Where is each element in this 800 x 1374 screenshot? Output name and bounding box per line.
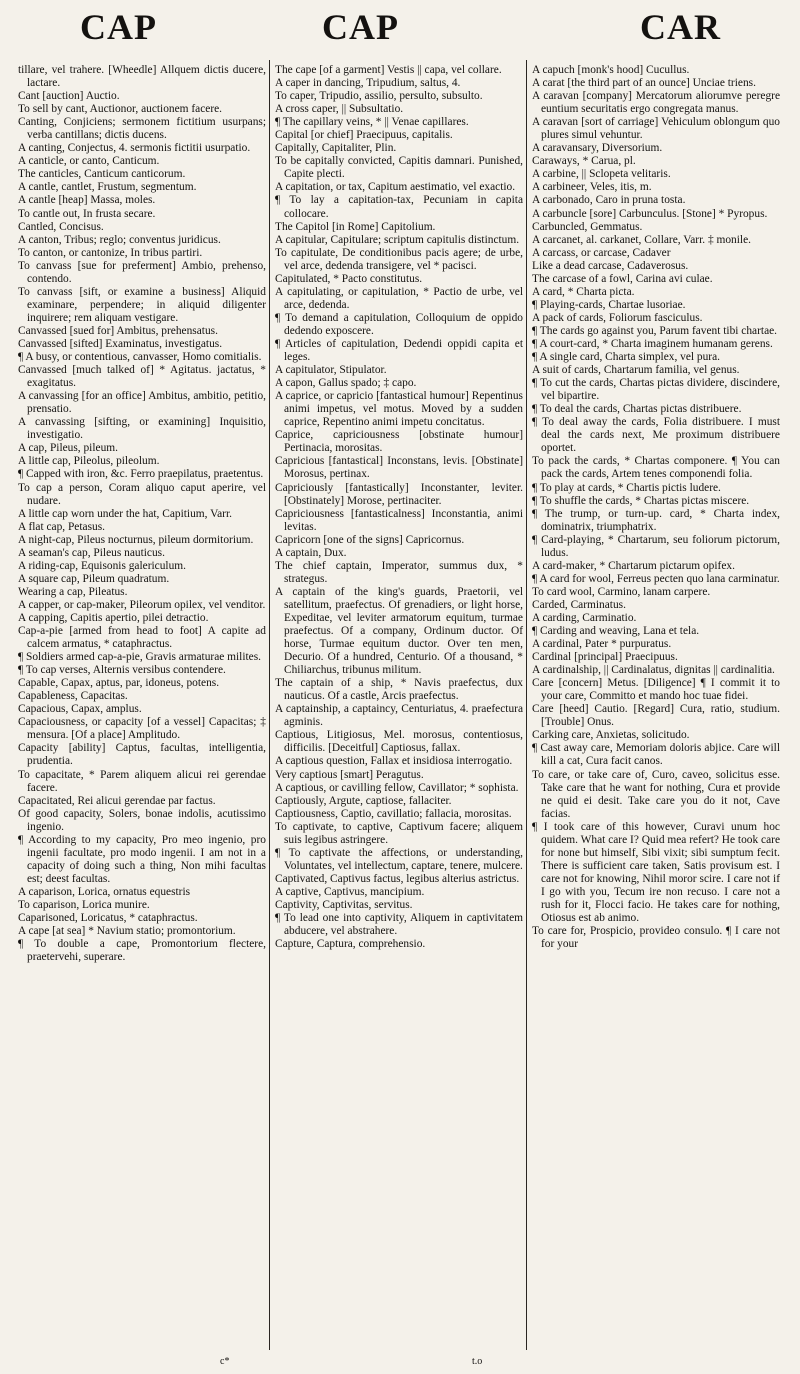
dictionary-entry: A caprice, or capricio [fantastical humour] Repentinus animi impetus, vel motus. Moved by a sudden caprice, Repentino animi impetu concitatus. <box>275 390 523 429</box>
dictionary-entry: ¶ A card for wool, Ferreus pecten quo lana carminatur. <box>532 572 780 585</box>
dictionary-entry: A captain of the king's guards, Praetorii, vel satellitum, praefectus. Of grenadiers, or light horse, Expeditae, vel leviter armatorum equitum, turmae praefectus. Of a company, Ordinum ductor. Of horse, Turmae equitum ductor. Over ten men, Decurio. Of a hundred, Centurio. Of a thousand, * Chiliarchus, tribunus militum. <box>275 585 523 677</box>
dictionary-entry: A captive, Captivus, mancipium. <box>275 885 425 898</box>
dictionary-entry: Cardinal [principal] Praecipuus. <box>532 651 678 664</box>
dictionary-entry: A carding, Carminatio. <box>532 611 637 624</box>
dictionary-entry: A canton, Tribus; reglo; conventus juridicus. <box>18 233 221 246</box>
dictionary-entry: To capitulate, De conditionibus pacis agere; de urbe, vel arce, dedenda transigere, vel * pacisci. <box>275 246 523 272</box>
dictionary-entry: ¶ I took care of this however, Curavi unum hoc quidem. What care I? Quid mea refert? He took care for none but himself, Sibi vixit; sibi sumptum fecit. There is sufficient care taken, Satis provisum est. I care not for knowing, Nihil moror scire. I care not if I go with you, Tecum ire non recuso. I care not a rush for it, Flocci facio. He takes care for nothing, Otiosus est ab animo. <box>532 820 780 925</box>
dictionary-entry: A cardinal, Pater * purpuratus. <box>532 638 672 651</box>
dictionary-entry: Cantled, Concisus. <box>18 220 104 233</box>
dictionary-entry: Caraways, * Carua, pl. <box>532 155 636 168</box>
dictionary-entry: A carbonado, Caro in pruna tosta. <box>532 194 686 207</box>
dictionary-entry: A captious question, Fallax et insidiosa interrogatio. <box>275 755 513 768</box>
dictionary-entry: To captivate, to captive, Captivum facere; aliquem suis legibus astringere. <box>275 820 523 846</box>
dictionary-entry: To care, or take care of, Curo, caveo, solicitus esse. Take care that he want for nothing, Cura et provide ne quid ei desit. Take care you do it not, Cave facias. <box>532 768 780 820</box>
dictionary-entry: A captious, or cavilling fellow, Cavillator; * sophista. <box>275 781 519 794</box>
dictionary-entry: The carcase of a fowl, Carina avi culae. <box>532 272 713 285</box>
dictionary-entry: A card-maker, * Chartarum pictarum opifex. <box>532 559 735 572</box>
dictionary-entry: Care [concern] Metus. [Diligence] ¶ I commit it to your care, Committo et mando hoc tuae fidei. <box>532 677 780 703</box>
dictionary-entry: A capitulating, or capitulation, * Pactio de urbe, vel arce, dedenda. <box>275 285 523 311</box>
header-guideword-center: CAP <box>322 7 399 47</box>
dictionary-entry: A capon, Gallus spado; ‡ capo. <box>275 377 417 390</box>
signature-mark: c* <box>220 1356 230 1367</box>
dictionary-entry: A caravan [company] Mercatorum aliorumve peregre euntium securitatis ergo congregata manus. <box>532 90 780 116</box>
dictionary-entry: ¶ Cast away care, Memoriam doloris abjice. Care will kill a cat, Cura facit canos. <box>532 742 780 768</box>
column-divider <box>269 60 270 1350</box>
dictionary-entry: A carbine, || Sclopeta velitaris. <box>532 168 671 181</box>
dictionary-entry: To card wool, Carmino, lanam carpere. <box>532 585 711 598</box>
dictionary-entry: ¶ To deal the cards, Chartas pictas distribuere. <box>532 403 742 416</box>
dictionary-entry: ¶ To double a cape, Promontorium flectere, praetervehi, superare. <box>18 938 266 964</box>
dictionary-entry: A flat cap, Petasus. <box>18 520 105 533</box>
dictionary-entry: ¶ To cut the cards, Chartas pictas dividere, discindere, vel bipartire. <box>532 377 780 403</box>
dictionary-entry: To caparison, Lorica munire. <box>18 899 150 911</box>
dictionary-entry: To sell by cant, Auctionor, auctionem facere. <box>18 103 223 116</box>
header-guideword-left: CAP <box>80 7 157 47</box>
dictionary-entry: ¶ Soldiers armed cap-a-pie, Gravis armaturae milites. <box>18 651 262 664</box>
dictionary-entry: ¶ To captivate the affections, or understanding, Voluntates, vel intellectum, captare, tenere, mulcere. <box>275 846 523 872</box>
dictionary-entry: Capriciously [fantastically] Inconstanter, leviter. [Obstinately] Morose, pertinaciter. <box>275 481 523 507</box>
dictionary-entry: A little cap worn under the hat, Capitium, Varr. <box>18 507 232 520</box>
dictionary-entry: A cape [at sea] * Navium statio; promontorium. <box>18 925 236 938</box>
dictionary-entry: A card, * Charta picta. <box>532 285 635 298</box>
dictionary-entry: A carcass, or carcase, Cadaver <box>532 246 671 259</box>
dictionary-entry: ¶ According to my capacity, Pro meo ingenio, pro ingenii facultate, pro modo ingenii. I am not in a capacity of doing such a thing, Non mihi facultas est; deest facultas. <box>18 833 266 885</box>
dictionary-entry: A caravan [sort of carriage] Vehiculum oblongum quo plures simul vehuntur. <box>532 116 780 142</box>
dictionary-entry: To cantle out, In frusta secare. <box>18 207 156 220</box>
dictionary-entry: A pack of cards, Foliorum fasciculus. <box>532 311 703 324</box>
dictionary-entry: ¶ To lay a capitation-tax, Pecuniam in capita collocare. <box>275 194 523 220</box>
dictionary-entry: Captivity, Captivitas, servitus. <box>275 899 413 911</box>
dictionary-entry: Care [heed] Cautio. [Regard] Cura, ratio, studium. [Trouble] Onus. <box>532 703 780 729</box>
dictionary-entry: ¶ To demand a capitulation, Colloquium de oppido dedendo exposcere. <box>275 311 523 337</box>
dictionary-entry: The cape [of a garment] Vestis || capa, vel collare. <box>275 64 502 76</box>
dictionary-entry: A caper in dancing, Tripudium, saltus, 4. <box>275 77 461 90</box>
dictionary-entry: A carbuncle [sore] Carbunculus. [Stone] * Pyropus. <box>532 207 768 220</box>
dictionary-entry: ¶ Carding and weaving, Lana et tela. <box>532 625 700 638</box>
dictionary-entry: ¶ A single card, Charta simplex, vel pura. <box>532 351 721 364</box>
header-guideword-right: CAR <box>640 7 721 47</box>
dictionary-entry: A capitation, or tax, Capitum aestimatio, vel exactio. <box>275 181 516 194</box>
dictionary-entry: To be capitally convicted, Capitis damnari. Punished, Capite plecti. <box>275 155 523 181</box>
dictionary-entry: To pack the cards, * Chartas componere. ¶ You can pack the cards, Artem tenes componendi folia. <box>532 455 780 481</box>
dictionary-entry: Canting, Conjiciens; sermonem fictitium usurpans; verba cantillans; dictis ducens. <box>18 116 266 142</box>
dictionary-entry: ¶ To cap verses, Alternis versibus contendere. <box>18 664 226 677</box>
dictionary-entry: Very captious [smart] Peragutus. <box>275 768 424 781</box>
dictionary-entry: Caparisoned, Loricatus, * cataphractus. <box>18 912 198 925</box>
dictionary-entry: Captiously, Argute, captiose, fallaciter. <box>275 794 452 807</box>
dictionary-entry: A carbineer, Veles, itis, m. <box>532 181 652 194</box>
column-divider <box>526 60 527 1350</box>
dictionary-entry: ¶ To shuffle the cards, * Chartas pictas miscere. <box>532 494 750 507</box>
page-header <box>0 6 800 52</box>
dictionary-entry: To care for, Prospicio, provideo consulo. ¶ I care not for your <box>532 925 780 951</box>
dictionary-entry: To capacitate, * Parem aliquem alicui rei gerendae facere. <box>18 768 266 794</box>
dictionary-column-3 <box>532 64 780 951</box>
dictionary-entry: ¶ To lead one into captivity, Aliquem in captivitatem abducere, vel abstrahere. <box>275 912 523 938</box>
dictionary-entry: tillare, vel trahere. [Wheedle] Allquem dictis ducere, lactare. <box>18 64 266 90</box>
dictionary-entry: A canticle, or canto, Canticum. <box>18 155 160 168</box>
dictionary-entry: ¶ Capped with iron, &c. Ferro praepilatus, praetentus. <box>18 468 264 481</box>
dictionary-entry: A canvassing [sifting, or examining] Inquisitio, investigatio. <box>18 416 266 442</box>
dictionary-entry: Capital [or chief] Praecipuus, capitalis. <box>275 129 453 142</box>
dictionary-entry: Wearing a cap, Pileatus. <box>18 585 128 598</box>
dictionary-entry: Capricorn [one of the signs] Capricornus. <box>275 533 465 546</box>
dictionary-entry: To cap a person, Coram aliquo caput aperire, vel nudare. <box>18 481 266 507</box>
dictionary-column-1 <box>18 64 266 964</box>
dictionary-entry: Capriciousness [fantasticalness] Inconstantia, animi levitas. <box>275 507 523 533</box>
dictionary-entry: Capture, Captura, comprehensio. <box>275 938 426 951</box>
dictionary-entry: Like a dead carcase, Cadaverosus. <box>532 259 689 272</box>
dictionary-entry: A seaman's cap, Pileus nauticus. <box>18 546 165 559</box>
dictionary-entry: A square cap, Pileum quadratum. <box>18 572 170 585</box>
dictionary-entry: Carded, Carminatus. <box>532 598 626 611</box>
dictionary-entry: A little cap, Pileolus, pileolum. <box>18 455 160 468</box>
dictionary-entry: The canticles, Canticum canticorum. <box>18 168 186 181</box>
dictionary-entry: A carcanet, al. carkanet, Collare, Varr. ‡ monile. <box>532 233 751 246</box>
dictionary-entry: Canvassed [sifted] Examinatus, investigatus. <box>18 337 223 350</box>
dictionary-entry: A suit of cards, Chartarum familia, vel genus. <box>532 364 740 377</box>
dictionary-entry: A capitulator, Stipulator. <box>275 364 387 377</box>
dictionary-entry: Caprice, capriciousness [obstinate humour] Pertinacia, morositas. <box>275 429 523 455</box>
dictionary-entry: Canvassed [sued for] Ambitus, prehensatus. <box>18 324 218 337</box>
dictionary-entry: A cap, Pileus, pileum. <box>18 442 118 455</box>
dictionary-entry: Carbuncled, Gemmatus. <box>532 220 643 233</box>
dictionary-entry: To canvass [sue for preferment] Ambio, prehenso, contendo. <box>18 259 266 285</box>
dictionary-entry: Captivated, Captivus factus, legibus alterius astrictus. <box>275 872 520 885</box>
dictionary-entry: A riding-cap, Equisonis galericulum. <box>18 559 186 572</box>
dictionary-entry: A caravansary, Diversorium. <box>532 142 663 155</box>
dictionary-entry: A cantle [heap] Massa, moles. <box>18 194 156 207</box>
dictionary-entry: A cardinalship, || Cardinalatus, dignitas || cardinalitia. <box>532 664 775 677</box>
dictionary-entry: To caper, Tripudio, assilio, persulto, subsulto. <box>275 90 483 103</box>
dictionary-entry: A canting, Conjectus, 4. sermonis fictitii usurpatio. <box>18 142 251 155</box>
dictionary-entry: Capacitated, Rei alicui gerendae par factus. <box>18 794 216 807</box>
dictionary-entry: ¶ To play at cards, * Chartis pictis ludere. <box>532 481 721 494</box>
dictionary-entry: A caparison, Lorica, ornatus equestris <box>18 885 191 898</box>
dictionary-entry: A captain, Dux. <box>275 546 347 559</box>
dictionary-entry: A capitular, Capitulare; scriptum capitulis distinctum. <box>275 233 520 246</box>
dictionary-entry: A night-cap, Pileus nocturnus, pileum dormitorium. <box>18 533 254 546</box>
dictionary-entry: The captain of a ship, * Navis praefectus, dux nauticus. Of a castle, Arcis praefectus. <box>275 677 523 703</box>
dictionary-entry: A cross caper, || Subsultatio. <box>275 103 404 116</box>
dictionary-entry: Carking care, Anxietas, solicitudo. <box>532 729 690 742</box>
dictionary-entry: ¶ Articles of capitulation, Dedendi oppidi capita et leges. <box>275 337 523 364</box>
dictionary-entry: ¶ The capillary veins, * || Venae capillares. <box>275 116 469 129</box>
dictionary-entry: Cap-a-pie [armed from head to foot] A capite ad calcem armatus, * cataphractus. <box>18 625 266 651</box>
dictionary-entry: A captainship, a captaincy, Centuriatus, 4. praefectura agminis. <box>275 703 523 729</box>
dictionary-entry: The Capitol [in Rome] Capitolium. <box>275 220 436 233</box>
dictionary-entry: ¶ Playing-cards, Chartae lusoriae. <box>532 298 686 311</box>
dictionary-entry: A capper, or cap-maker, Pileorum opilex, vel venditor. <box>18 598 266 611</box>
dictionary-entry: To canton, or cantonize, In tribus partiri. <box>18 246 203 259</box>
dictionary-column-2 <box>275 64 523 951</box>
dictionary-entry: Capableness, Capacitas. <box>18 690 128 703</box>
dictionary-entry: Captious, Litigiosus, Mel. morosus, contentiosus, difficilis. [Deceitful] Captiosus, fallax. <box>275 729 523 755</box>
dictionary-entry: A capping, Capitis apertio, pilei detractio. <box>18 611 209 624</box>
dictionary-entry: Capricious [fantastical] Inconstans, levis. [Obstinate] Morosus, pertinax. <box>275 455 523 481</box>
dictionary-entry: ¶ The trump, or turn-up. card, * Charta index, dominatrix, triumphatrix. <box>532 507 780 533</box>
dictionary-entry: A capuch [monk's hood] Cucullus. <box>532 64 690 76</box>
dictionary-entry: Capacity [ability] Captus, facultas, intelligentia, prudentia. <box>18 742 266 768</box>
dictionary-entry: ¶ To deal away the cards, Folia distribuere. I must deal the cards next, Me proximum distribuere oportet. <box>532 416 780 455</box>
dictionary-entry: Capitally, Capitaliter, Plin. <box>275 142 397 155</box>
dictionary-entry: ¶ The cards go against you, Parum favent tibi chartae. <box>532 324 778 337</box>
dictionary-entry: Cant [auction] Auctio. <box>18 90 120 103</box>
dictionary-entry: A cantle, cantlet, Frustum, segmentum. <box>18 181 197 194</box>
dictionary-entry: A carat [the third part of an ounce] Unciae triens. <box>532 77 756 90</box>
dictionary-entry: ¶ A busy, or contentious, canvasser, Homo comitialis. <box>18 351 262 364</box>
dictionary-entry: Capitulated, * Pacto constitutus. <box>275 272 423 285</box>
dictionary-entry: The chief captain, Imperator, summus dux, * strategus. <box>275 559 523 585</box>
dictionary-entry: ¶ A court-card, * Charta imaginem humanam gerens. <box>532 337 773 350</box>
dictionary-entry: A canvassing [for an office] Ambitus, ambitio, petitio, prensatio. <box>18 390 266 416</box>
dictionary-entry: To canvass [sift, or examine a business] Aliquid examinare, perpendere; in aliquid diligenter inquirere; rem aliquam vestigare. <box>18 285 266 324</box>
dictionary-entry: Capaciousness, or capacity [of a vessel] Capacitas; ‡ mensura. [Of a place] Amplitudo. <box>18 716 266 742</box>
dictionary-entry: Of good capacity, Solers, bonae indolis, acutissimo ingenio. <box>18 807 266 833</box>
dictionary-entry: Capacious, Capax, amplus. <box>18 703 142 716</box>
dictionary-entry: Captiousness, Captio, cavillatio; fallacia, morositas. <box>275 807 512 820</box>
dictionary-entry: ¶ Card-playing, * Chartarum, seu foliorum pictorum, ludus. <box>532 533 780 559</box>
dictionary-entry: Capable, Capax, aptus, par, idoneus, potens. <box>18 677 220 690</box>
signature-mark: t.o <box>472 1356 483 1367</box>
dictionary-entry: Canvassed [much talked of] * Agitatus. jactatus, * exagitatus. <box>18 364 266 390</box>
